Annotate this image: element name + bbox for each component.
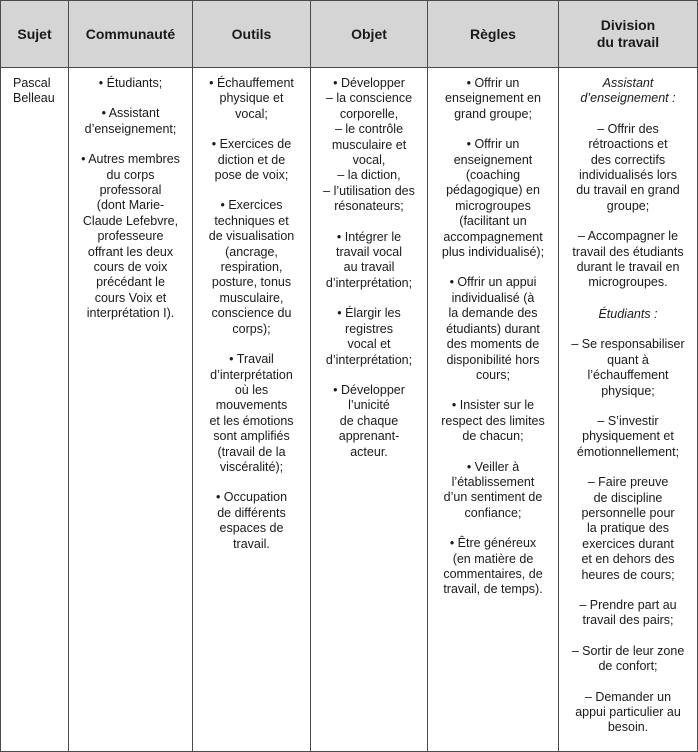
header-row [1,1,698,68]
header-division-line1: Division [600,17,656,33]
list-item: – Demander un appui particulier au besoin. [575,689,681,735]
cell-communaute [69,68,193,752]
list-item: – Faire preuve de discipline personnelle pour la pratique des exercices durant et en dehors des heures de cours; [581,475,675,582]
list-item: • Exercices de diction et de pose de voix; [211,137,292,183]
list-item: • Développer – la conscience corporelle, – le contrôle musculaire et vocal, – la diction, – l’utilisation des résonateurs; [323,76,415,214]
header-regles: Règles [428,1,559,68]
subject-name-line1: Pascal [13,76,51,90]
list-item: • Développer l’unicité de chaque apprenant- acteur. [333,382,405,459]
list-item: • Offrir un appui individualisé (à la demande des étudiants) durant des moments de disponibilité hors cours; [446,275,540,382]
list-item: • Travail d’interprétation où les mouvements et les émotions sont amplifiés (travail de la viscéralité); [209,352,294,474]
list-item: – Accompagner le travail des étudiants durant le travail en microgroupes. [572,229,684,290]
cell-objet [311,68,428,752]
cell-regles [428,68,559,752]
list-item: – Prendre part au travail des pairs; [579,597,677,628]
list-item: • Être généreux (en matière de commentaires, de travail, de temps). [443,536,543,597]
list-item: – Se responsabiliser quant à l’échauffement physique; [571,337,685,398]
etudiants-label: Étudiants : [598,306,658,321]
subject-name-line2: Belleau [13,91,55,106]
list-item: • Autres membres du corps professoral (dont Marie- Claude Lefebvre, professeure offrant les deux cours de voix précédant le cours Voix et interprétation I). [81,152,180,321]
list-item: • Insister sur le respect des limites de chacun; [441,398,545,444]
header-division [559,1,698,68]
cell-division [559,68,698,752]
cell-sujet [1,68,69,752]
list-item: – S’investir physiquement et émotionnellement; [576,413,680,459]
list-item: • Assistant d’enseignement; [84,106,177,136]
list-item: • Exercices techniques et de visualisation (ancrage, respiration, posture, tonus musculaire, conscience du corps); [208,198,295,336]
header-sujet: Sujet [1,1,69,68]
assistant-label: Assistant d’enseignement : [580,76,676,106]
list-item: • Offrir un enseignement en grand groupe; [445,76,541,121]
list-item: • Intégrer le travail vocal au travail d’interprétation; [325,229,413,290]
header-division-line2: du travail [596,34,660,50]
header-objet: Objet [311,1,428,68]
list-item: • Veiller à l’établissement d’un sentiment de confiance; [443,459,543,520]
list-item: – Sortir de leur zone de confort; [571,643,685,674]
list-item: • Offrir un enseignement (coaching pédagogique) en microgroupes (facilitant un accompagnement plus individualisé); [441,137,545,260]
list-item: • Étudiants; [98,76,163,90]
list-item: • Échauffement physique et vocal; [209,76,294,121]
list-item: – Offrir des rétroactions et des correctifs individualisés lors du travail en grand groupe; [576,121,680,213]
header-outils: Outils [193,1,311,68]
header-communaute: Communauté [69,1,193,68]
cell-outils [193,68,311,752]
list-item: • Occupation de différents espaces de travail. [215,490,288,551]
list-item: • Élargir les registres vocal et d’interprétation; [325,306,413,367]
table-row [1,68,698,752]
